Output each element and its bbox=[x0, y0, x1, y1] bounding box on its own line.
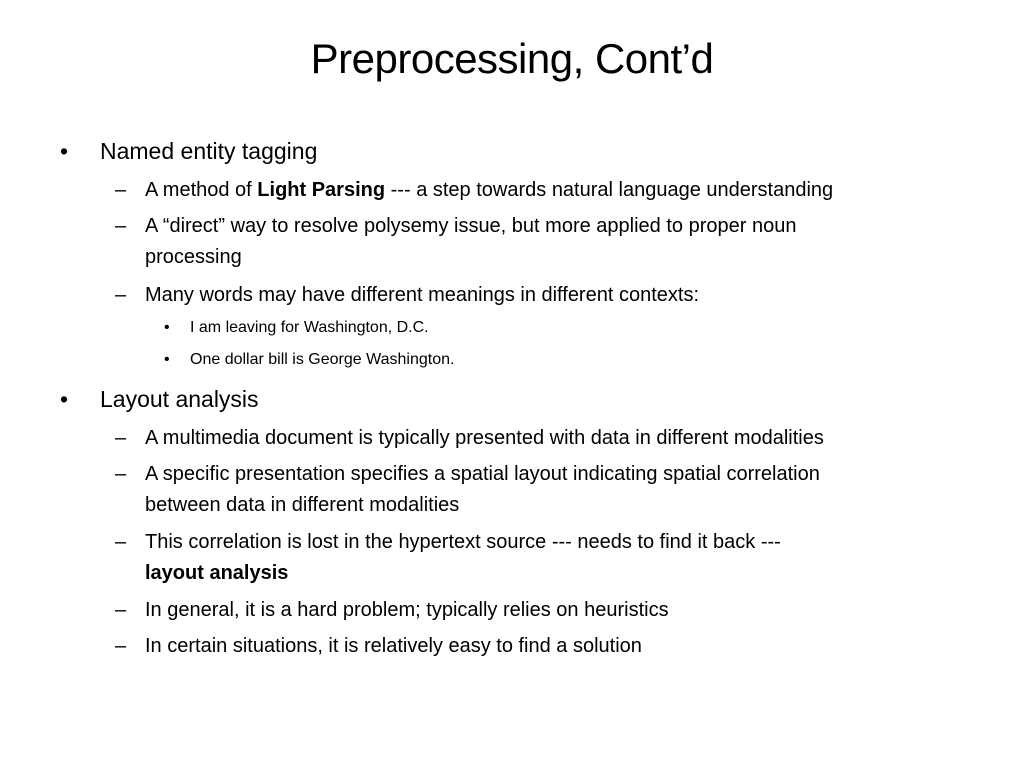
list-item-light-parsing bbox=[145, 175, 833, 205]
example-dollar-bill: One dollar bill is George Washington. bbox=[190, 351, 455, 368]
dash-marker: – bbox=[115, 599, 127, 621]
slide-title: Preprocessing, Cont’d bbox=[310, 35, 714, 82]
bold-term-light-parsing: Light Parsing bbox=[257, 179, 386, 201]
dash-marker: – bbox=[115, 215, 127, 237]
bullet-marker: • bbox=[60, 138, 69, 164]
list-item-polysemy-line1: A “direct” way to resolve polysemy issue, but more applied to proper noun bbox=[145, 215, 797, 237]
text-fragment: A method of bbox=[145, 179, 258, 201]
bold-term-layout-analysis: layout analysis bbox=[145, 562, 289, 584]
list-item-correlation-lost-line1: This correlation is lost in the hypertext source --- needs to find it back --- bbox=[145, 531, 781, 553]
bullet-marker: • bbox=[164, 319, 170, 336]
list-item-polysemy-line2: processing bbox=[145, 246, 242, 268]
section-heading-named-entity: Named entity tagging bbox=[100, 138, 318, 164]
list-item-spatial-layout-line1: A specific presentation specifies a spatial layout indicating spatial correlation bbox=[145, 463, 820, 485]
dash-marker: – bbox=[115, 463, 127, 485]
list-item-easy-solution: In certain situations, it is relatively easy to find a solution bbox=[145, 635, 642, 657]
list-item-spatial-layout-line2: between data in different modalities bbox=[145, 494, 460, 516]
bullet-marker: • bbox=[60, 386, 69, 412]
bullet-marker: • bbox=[164, 351, 170, 368]
dash-marker: – bbox=[115, 284, 127, 306]
list-item-many-words: Many words may have different meanings in different contexts: bbox=[145, 284, 699, 306]
dash-marker: – bbox=[115, 179, 127, 201]
list-item-hard-problem: In general, it is a hard problem; typically relies on heuristics bbox=[145, 599, 669, 621]
list-item-multimedia-document: A multimedia document is typically presented with data in different modalities bbox=[145, 427, 824, 449]
example-washington-dc: I am leaving for Washington, D.C. bbox=[190, 319, 429, 336]
dash-marker: – bbox=[115, 635, 127, 657]
dash-marker: – bbox=[115, 427, 127, 449]
dash-marker: – bbox=[115, 531, 127, 553]
text-fragment: --- a step towards natural language understanding bbox=[385, 179, 834, 201]
section-heading-layout-analysis: Layout analysis bbox=[100, 386, 259, 412]
